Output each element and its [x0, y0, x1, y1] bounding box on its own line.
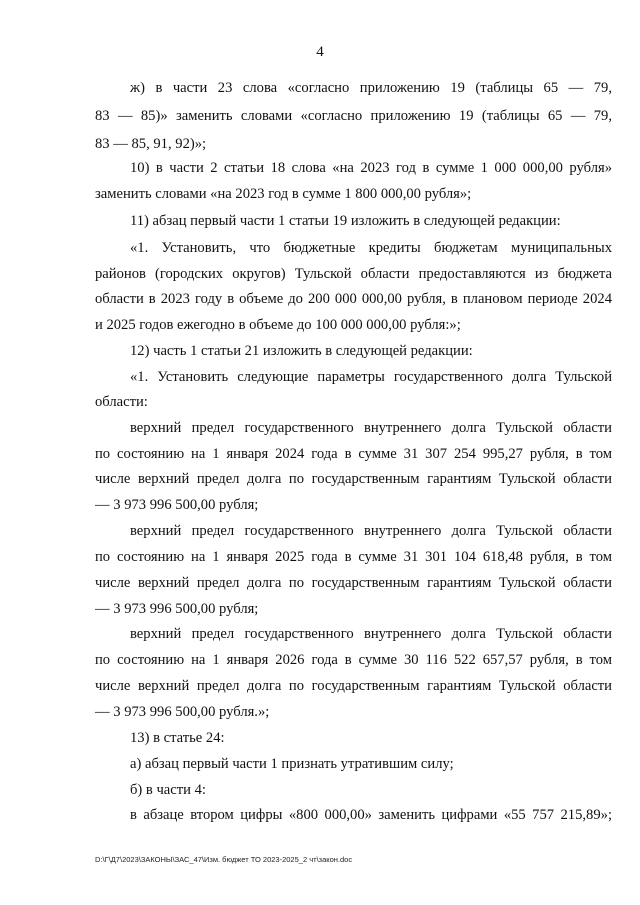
text-line: 12) часть 1 статьи 21 изложить в следующей редакции: — [130, 343, 473, 359]
text-line: области в 2023 году в объеме до 200 000 000,00 рубля, в плановом периоде 2024 — [95, 291, 612, 307]
text-line: ж) в части 23 слова «согласно приложению 19 (таблицы 65 — 79, — [130, 80, 612, 96]
text-line: по состоянию на 1 января 2026 года в сумме 30 116 522 657,57 рубля, в том — [95, 652, 612, 668]
text-line: районов (городских округов) Тульской области предоставляются из бюджета — [95, 266, 612, 282]
text-line: 83 — 85, 91, 92)»; — [95, 136, 207, 152]
text-line: числе верхний предел долга по государственным гарантиям Тульской области — [95, 678, 612, 694]
text-line: по состоянию на 1 января 2025 года в сумме 31 301 104 618,48 рубля, в том — [95, 549, 612, 565]
text-line: верхний предел государственного внутреннего долга Тульской области — [130, 523, 612, 539]
text-line: 10) в части 2 статьи 18 слова «на 2023 год в сумме 1 000 000,00 рубля» — [130, 160, 612, 176]
text-line: — 3 973 996 500,00 рубля; — [95, 601, 259, 617]
text-line: по состоянию на 1 января 2024 года в сумме 31 307 254 995,27 рубля, в том — [95, 446, 612, 462]
text-line: числе верхний предел долга по государственным гарантиям Тульской области — [95, 575, 612, 591]
text-line: б) в части 4: — [130, 782, 206, 798]
footer-file-path: D:\Г\Д7\2023\ЗАКОНЫ\ЗАС_47\Изм. бюджет ТО 2023-2025_2 чт\закон.doc — [95, 855, 353, 864]
text-line: а) абзац первый части 1 признать утратившим силу; — [130, 756, 454, 772]
text-line: верхний предел государственного внутреннего долга Тульской области — [130, 420, 612, 436]
text-line: в абзаце втором цифры «800 000,00» заменить цифрами «55 757 215,89»; — [130, 807, 612, 823]
text-line: «1. Установить следующие параметры государственного долга Тульской — [130, 369, 612, 385]
text-line: 83 — 85)» заменить словами «согласно приложению 19 (таблицы 65 — 79, — [95, 108, 612, 124]
text-line: области: — [95, 394, 148, 410]
text-line: 11) абзац первый части 1 статьи 19 изложить в следующей редакции: — [130, 213, 561, 229]
text-line: верхний предел государственного внутреннего долга Тульской области — [130, 626, 612, 642]
text-line: «1. Установить, что бюджетные кредиты бюджетам муниципальных — [130, 240, 612, 256]
text-line: и 2025 годов ежегодно в объеме до 100 000 000,00 рубля:»; — [95, 317, 461, 333]
text-line: — 3 973 996 500,00 рубля; — [95, 497, 259, 513]
text-line: 13) в статье 24: — [130, 730, 225, 746]
text-line: числе верхний предел долга по государственным гарантиям Тульской области — [95, 471, 612, 487]
text-line: — 3 973 996 500,00 рубля.»; — [95, 704, 270, 720]
text-line: заменить словами «на 2023 год в сумме 1 800 000,00 рубля»; — [95, 186, 472, 202]
page-number: 4 — [316, 44, 324, 60]
